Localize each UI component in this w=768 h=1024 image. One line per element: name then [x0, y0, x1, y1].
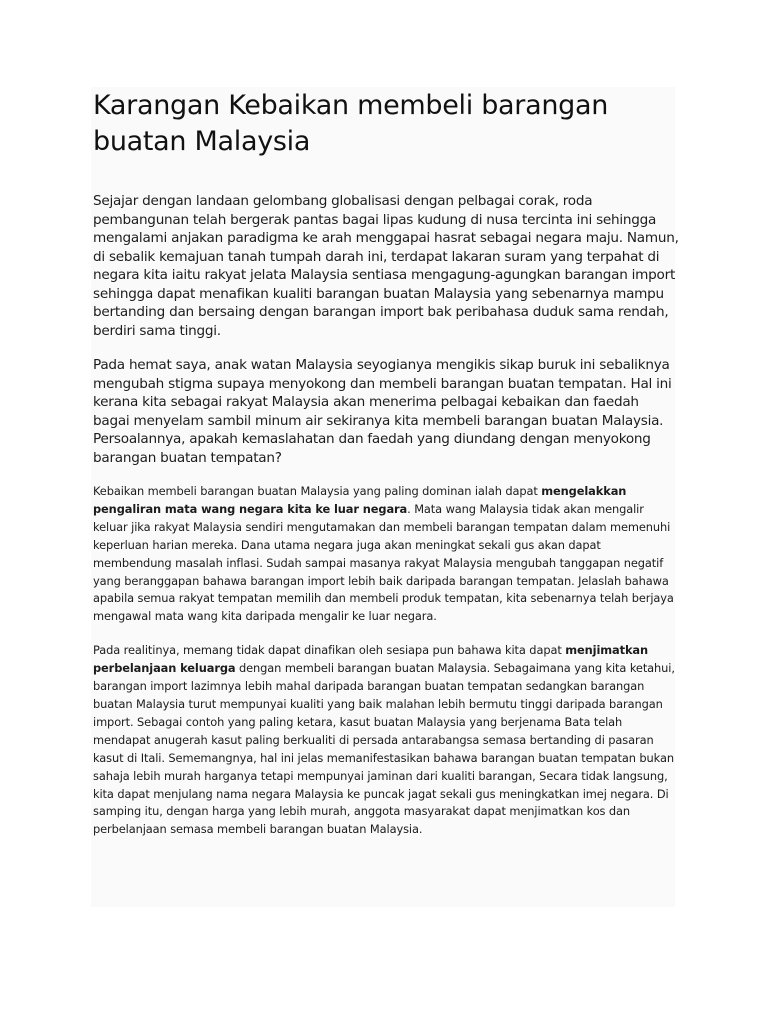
- paragraph-point-1-body: . Mata wang Malaysia tidak akan mengalir keluar jika rakyat Malaysia sendiri mengutamakan dan membeli barangan tempatan dalam memenuhi keperluan harian mereka. Dana utama negara juga akan meningkat sekali gus akan dapat membendung masalah inflasi. Sudah sampai masanya rakyat Malaysia mengubah tanggapan negatif yang beranggapan bahawa barangan import lebih baik daripada barangan tempatan. Jelaslah bahawa apabila semua rakyat tempatan memilih dan membeli produk tempatan, kita sebenarnya telah berjaya mengawal mata wang kita daripada mengalir ke luar negara.: [93, 501, 674, 624]
- article-title: Karangan Kebaikan membeli barangan buatan Malaysia: [93, 90, 609, 157]
- paragraph-point-2-body: dengan membeli barangan buatan Malaysia. Sebagaimana yang kita ketahui, barangan import lazimnya lebih mahal daripada barangan buatan tempatan sedangkan barangan buatan Malaysia turut mempunyai kualiti yang baik malahan lebih bermutu tinggi daripada barangan import. Sebagai contoh yang paling ketara, kasut buatan Malaysia yang berjenama Bata telah mendapat anugerah kasut paling berkualiti di persada antarabangsa semasa bertanding di pasaran kasut di Itali. Sememangnya, hal ini jelas memanifestasikan bahawa barangan buatan tempatan bukan sahaja lebih murah harganya tetapi mempunyai jaminan dari kualiti barangan, Secara tidak langsung, kita dapat menjulang nama negara Malaysia ke puncak jagat sekali gus meningkatkan imej negara. Di samping itu, dengan harga yang lebih murah, anggota masyarakat dapat menjimatkan kos dan perbelanjaan semasa membeli barangan buatan Malaysia.: [93, 661, 675, 837]
- paragraph-intro: Sejajar dengan landaan gelombang globalisasi dengan pelbagai corak, roda pembangunan telah bergerak pantas bagai lipas kudung di nusa tercinta ini sehingga mengalami anjakan paradigma ke arah menggapai hasrat sebagai negara maju. Namun, di sebalik kemajuan tanah tumpah darah ini, terdapat lakaran suram yang terpahat di negara kita iaitu rakyat jelata Malaysia sentiasa mengagung-agungkan barangan import sehingga dapat menafikan kualiti barangan buatan Malaysia yang sebenarnya mampu bertanding dan bersaing dengan barangan import bak peribahasa duduk sama rendah, berdiri sama tinggi.: [93, 193, 679, 339]
- paragraph-point-2: [93, 642, 679, 839]
- paragraph-point-2-lead: Pada realitinya, memang tidak dapat dinafikan oleh sesiapa pun bahawa kita dapat: [93, 643, 566, 658]
- paragraph-point-1: [93, 483, 679, 626]
- paragraph-point-1-lead: Kebaikan membeli barangan buatan Malaysia yang paling dominan ialah dapat: [93, 484, 542, 498]
- paragraph-point-1-keyphrase: mengelakkan pengaliran mata wang negara kita ke luar negara: [93, 484, 627, 516]
- paragraph-point-2-keyphrase: menjimatkan perbelanjaan keluarga: [93, 643, 649, 676]
- paragraph-thesis: Pada hemat saya, anak watan Malaysia seyogianya mengikis sikap buruk ini sebaliknya mengubah stigma supaya menyokong dan membeli barangan buatan tempatan. Hal ini kerana kita sebagai rakyat Malaysia akan menerima pelbagai kebaikan dan faedah bagai menyelam sambil minum air sekiranya kita membeli barangan buatan Malaysia. Persoalannya, apakah kemaslahatan dan faedah yang diundang dengan menyokong barangan buatan tempatan?: [93, 357, 672, 466]
- article: [93, 88, 679, 839]
